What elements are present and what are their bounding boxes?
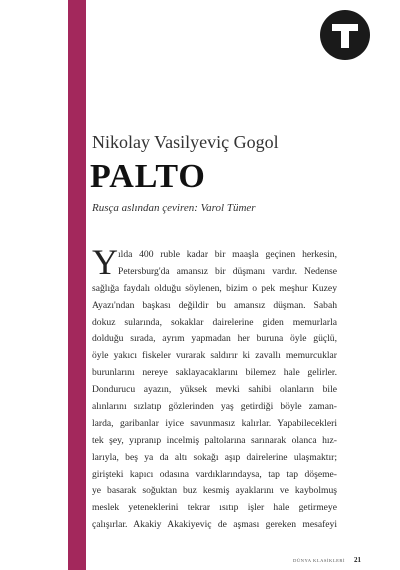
text-line: Ayazı'ndan başkası değildir bu amansız düşman. Sabah bbox=[92, 299, 337, 311]
book-title: PALTO bbox=[90, 158, 206, 195]
body-text bbox=[92, 242, 337, 534]
text-line: tek şey, yıpranıp incelmiş paltolarına sarınarak olanca hız- bbox=[92, 434, 337, 446]
text-line: alınlarını sızlatıp gözlerinden yaş getirdiği böyle zaman- bbox=[92, 401, 337, 413]
text-line: çalışırlar. Akakiy Akakiyeviç de aşması gereken mesafeyi bbox=[92, 519, 337, 531]
author-name: Nikolay Vasilyeviç Gogol bbox=[92, 132, 279, 152]
page-number: 21 bbox=[354, 556, 361, 564]
text-line: larıyla, beş ya da altı sokağı aşıp dairelerine ulaşmaktır; bbox=[92, 451, 337, 463]
translator-credit: Rusça aslından çeviren: Varol Tümer bbox=[92, 202, 256, 214]
text-line: meslek yeteneklerini tekrar ısıtıp işler hale getirmeye bbox=[92, 502, 337, 514]
text-line: burunlarını nereye saklayacaklarını bilemez hale gelirler. bbox=[92, 367, 337, 379]
text-line: Petersburg'da amansız bir düşmanı vardır. Nedense bbox=[118, 265, 337, 277]
accent-spine-bar bbox=[68, 0, 86, 570]
text-line: dolduğu sırada, ayrım yapmadan her buruna öyle güçlü, bbox=[92, 333, 337, 345]
text-line: dokuz sularında, sokaklar dairelerine giden memurlarla bbox=[92, 316, 337, 328]
text-line: öyle yakıcı fiskeler vurarak saldırır ki zavallı memurcuklar bbox=[92, 350, 337, 362]
series-label: DÜNYA KLASİKLERİ bbox=[293, 558, 346, 563]
text-line: larda, garibanlar iyice savunmasız kalırlar. Yapabilecekleri bbox=[92, 417, 337, 429]
text-line: Dondurucu ayazın, yüksek mevki sahibi olanların bile bbox=[92, 384, 337, 396]
drop-cap: Y bbox=[92, 242, 118, 282]
text-line: ye basarak soğuktan buz kesmiş ayaklarını ve kaybolmuş bbox=[92, 485, 337, 497]
publisher-logo-icon bbox=[318, 8, 372, 62]
text-line: sağlığa faydalı olduğu söylenen, bizim o pek meşhur Kuzey bbox=[92, 282, 337, 294]
text-line: girişteki kapıcı odasına vardıklarındaysa, tap tap döşeme- bbox=[92, 468, 337, 480]
text-line: ılda 400 ruble kadar bir maaşla geçinen herkesin, bbox=[118, 249, 337, 260]
